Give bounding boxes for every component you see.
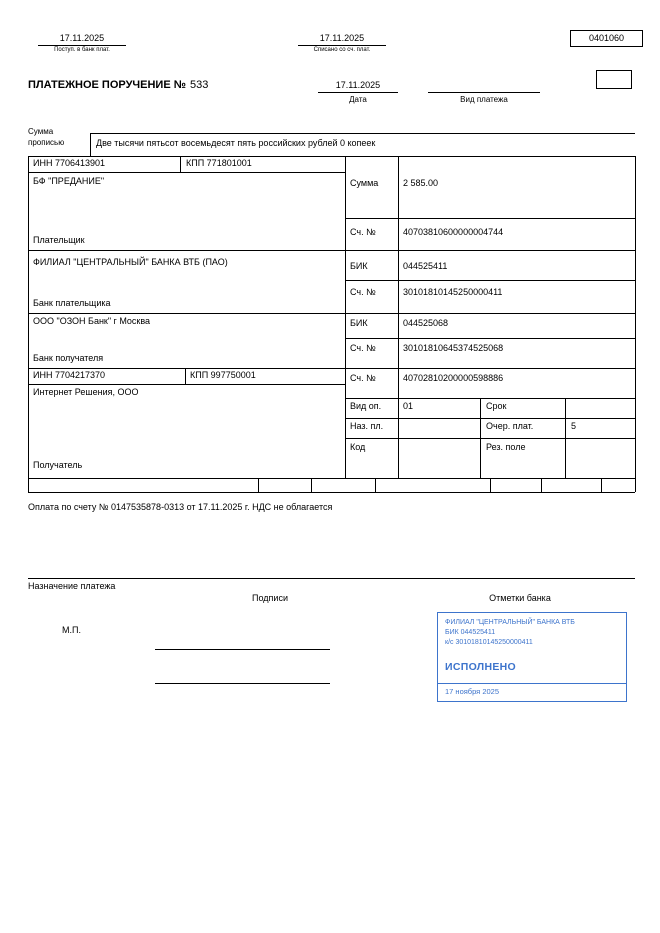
table-line: [345, 338, 635, 339]
payer-bank-bik-value: 044525411: [403, 261, 448, 271]
table-line: [345, 280, 635, 281]
status-code-box: [596, 70, 632, 89]
payer-name: БФ "ПРЕДАНИЕ": [33, 176, 105, 186]
table-line: [28, 478, 635, 479]
stamp-bik: БИК 044525411: [445, 628, 496, 636]
payer-account-value: 40703810600000004744: [403, 227, 504, 237]
payee-bank-bik-value: 044525068: [403, 318, 449, 328]
table-line: [345, 156, 346, 478]
stamp-status: ИСПОЛНЕНО: [445, 661, 516, 674]
payment-kind-value: [428, 80, 540, 93]
payee-bank-bik-label: БИК: [350, 318, 368, 328]
pay-purpose-code-label: Наз. пл.: [350, 421, 384, 431]
table-line: [565, 398, 566, 478]
term-label: Срок: [486, 401, 507, 411]
table-line: [345, 218, 635, 219]
table-line: [185, 368, 186, 384]
doc-number: 533: [189, 79, 209, 91]
table-line: [490, 478, 491, 492]
table-line: [28, 156, 635, 157]
payee-bank-name: ООО "ОЗОН Банк" г Москва: [33, 316, 151, 326]
amount-words-label-2: прописью: [28, 138, 65, 147]
payer-bank-corr-value: 30101810145250000411: [403, 287, 503, 297]
payer-bank-bik-label: БИК: [350, 261, 368, 271]
payment-purpose-text: Оплата по счету № 0147535878-0313 от 17.11.2025 г. НДС не облагается: [28, 502, 333, 512]
amount-label: Сумма: [350, 178, 379, 188]
stamp-date: 17 ноября 2025: [438, 683, 626, 702]
debited-date: 17.11.2025: [298, 33, 386, 46]
payee-section-label: Получатель: [33, 460, 83, 470]
priority-label: Очер. плат.: [486, 421, 534, 431]
table-line: [311, 478, 312, 492]
table-line: [28, 384, 345, 385]
payer-section-label: Плательщик: [33, 235, 85, 245]
payee-bank-corr-label: Сч. №: [350, 343, 376, 353]
op-kind-value: 01: [403, 401, 414, 411]
doc-title: ПЛАТЕЖНОЕ ПОРУЧЕНИЕ №: [28, 79, 186, 91]
debited-date-caption: Списано со сч. плат.: [313, 47, 371, 53]
table-line: [601, 478, 602, 492]
stamp-place-label: М.П.: [62, 625, 81, 635]
doc-date: 17.11.2025: [318, 80, 398, 93]
table-line: [345, 398, 635, 399]
signatures-label: Подписи: [252, 593, 288, 603]
priority-value: 5: [571, 421, 577, 431]
purpose-underline: [28, 578, 635, 579]
debited-date-block: [298, 33, 386, 53]
payee-bank-section-label: Банк получателя: [33, 353, 104, 363]
payment-kind-block: [428, 80, 540, 104]
bank-stamp: [437, 612, 627, 702]
payment-kind-caption: Вид платежа: [460, 95, 508, 104]
table-line: [635, 156, 636, 492]
table-line: [28, 156, 29, 492]
received-date-caption: Поступ. в банк плат.: [54, 47, 110, 53]
payee-account-label: Сч. №: [350, 373, 376, 383]
amount-words-label-1: Сумма: [28, 127, 54, 136]
table-line: [28, 172, 345, 173]
amount-words-left-border: [90, 133, 91, 156]
table-line: [398, 156, 399, 478]
form-code-box: 0401060: [570, 30, 643, 47]
stamp-corr-account: к/с 30101810145250000411: [445, 638, 533, 646]
table-line: [541, 478, 542, 492]
payer-bank-corr-label: Сч. №: [350, 287, 376, 297]
doc-date-caption: Дата: [349, 95, 367, 104]
table-line: [28, 250, 635, 251]
reserve-field-label: Рез. поле: [486, 442, 526, 452]
received-date-block: [38, 33, 126, 53]
amount-words-top-border: [90, 133, 635, 134]
code-label: Код: [350, 442, 366, 452]
bank-marks-label: Отметки банка: [489, 593, 551, 603]
payer-inn: ИНН 7706413901: [33, 158, 106, 168]
table-line: [480, 398, 481, 478]
payee-bank-corr-value: 30101810645374525068: [403, 343, 504, 353]
payer-kpp: КПП 771801001: [186, 158, 252, 168]
table-line: [345, 418, 635, 419]
payee-account-value: 40702810200000598886: [403, 373, 504, 383]
signature-line: [155, 649, 330, 650]
table-line: [180, 156, 181, 172]
amount-value: 2 585.00: [403, 178, 439, 188]
doc-title-row: [28, 79, 208, 91]
stamp-bank-name: ФИЛИАЛ "ЦЕНТРАЛЬНЫЙ" БАНКА ВТБ: [445, 619, 575, 626]
payee-kpp: КПП 997750001: [190, 370, 256, 380]
table-line: [28, 313, 635, 314]
amount-in-words: Две тысячи пятьсот восемьдесят пять российских рублей 0 копеек: [96, 138, 376, 148]
signature-line: [155, 683, 330, 684]
payer-bank-section-label: Банк плательщика: [33, 298, 111, 308]
table-line: [28, 492, 635, 493]
payer-account-label: Сч. №: [350, 227, 376, 237]
received-date: 17.11.2025: [38, 33, 126, 46]
payment-purpose-label: Назначение платежа: [28, 581, 116, 591]
op-kind-label: Вид оп.: [350, 401, 382, 411]
payer-bank-name: ФИЛИАЛ "ЦЕНТРАЛЬНЫЙ" БАНКА ВТБ (ПАО): [33, 257, 228, 267]
table-line: [375, 478, 376, 492]
payee-inn: ИНН 7704217370: [33, 370, 106, 380]
doc-date-block: [318, 80, 398, 104]
table-line: [258, 478, 259, 492]
payee-name: Интернет Решения, ООО: [33, 387, 139, 397]
table-line: [28, 368, 635, 369]
table-line: [345, 438, 635, 439]
